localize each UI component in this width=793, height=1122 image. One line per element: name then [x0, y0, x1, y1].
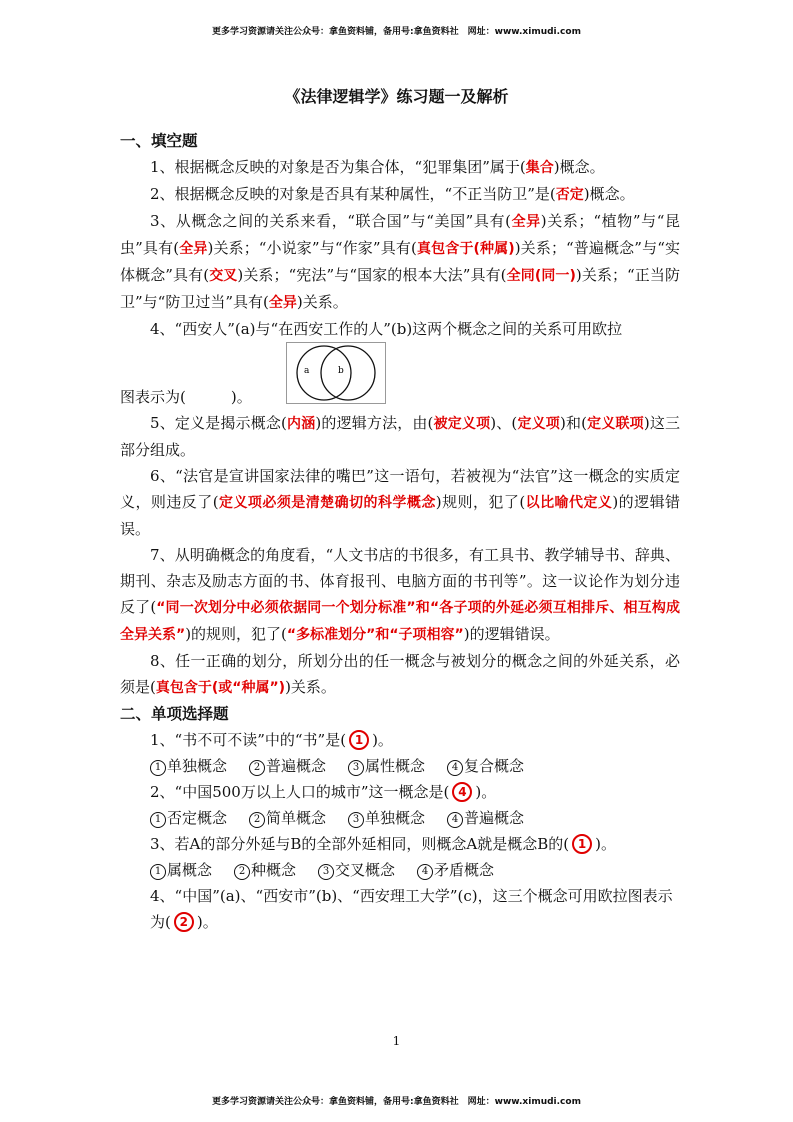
answer: 集合: [525, 160, 554, 176]
venn-label-b: b: [337, 366, 344, 376]
option: 1 单独概念: [150, 753, 227, 779]
answer: 全同(同一): [506, 268, 576, 284]
question-8: 8、任一正确的划分，所划分出的任一概念与被划分的概念之间的外延关系，必须是(真包含于(或“种属”))关系。: [120, 652, 680, 696]
mc-question-3: 3、若A的部分外延与B的全部外延相同，则概念A就是概念B的( 1 )。: [150, 835, 616, 853]
option: 3 单独概念: [348, 805, 425, 831]
option: 2 简单概念: [249, 805, 326, 831]
venn-diagram: [286, 342, 386, 404]
document-title: 《法律逻辑学》练习题一及解析: [284, 87, 509, 106]
document-body: [120, 128, 680, 935]
option: 4 复合概念: [447, 753, 524, 779]
answer: “多标准划分”和“子项相容”: [286, 627, 464, 643]
answer: “同一次划分中必须依据同一个划分标准”和“各子项的外延必须互相排斥、相互构成全异关系”: [120, 600, 680, 643]
option: 2 普遍概念: [249, 753, 326, 779]
question-3: 3、从概念之间的关系来看，“联合国”与“美国”具有(全异)关系；“植物”与“昆虫”具有(全异)关系；“小说家”与“作家”具有(真包含于(种属))关系；“普遍概念”与“实体概念”具有(交叉)关系；“宪法”与“国家的根本大法”具有(全同(同一))关系；“正当防卫”与“防卫过当”具有(全异)关系。: [120, 212, 681, 311]
page-number: 1: [392, 1034, 401, 1048]
mc-options-2: [120, 805, 680, 831]
option: 4 普遍概念: [447, 805, 524, 831]
answer-circle: 1: [349, 730, 369, 750]
option: 3 交叉概念: [318, 857, 395, 883]
mc-question-1: 1、“书不可不读”中的“书”是( 1 )。: [150, 731, 393, 749]
question-4-tail: 图表示为( )。: [120, 388, 252, 406]
answer: 否定: [555, 187, 584, 203]
mc-question-4: 4、“中国”(a)、“西安市”(b)、“西安理工大学”(c)，这三个概念可用欧拉图表示为( 2 )。: [150, 887, 673, 931]
question-1: 1、根据概念反映的对象是否为集合体，“犯罪集团”属于(集合)概念。: [150, 158, 605, 176]
answer-circle: 4: [452, 782, 472, 802]
venn-label-a: a: [303, 366, 310, 376]
answer: 全异: [510, 214, 541, 230]
page-footer: 更多学习资源请关注公众号：拿鱼资料铺，备用号:拿鱼资料社 网址：www.ximudi.com: [212, 1097, 581, 1107]
answer: 真包含于(种属): [416, 241, 515, 257]
question-4: 4、“西安人”(a)与“在西安工作的人”(b)这两个概念之间的关系可用欧拉: [150, 320, 623, 338]
section-fill-in: 一、填空题: [120, 131, 198, 150]
option: 2 种概念: [234, 857, 296, 883]
option: 3 属性概念: [348, 753, 425, 779]
answer: 被定义项: [433, 416, 491, 432]
option: 1 属概念: [150, 857, 212, 883]
answer: 交叉: [209, 268, 238, 284]
answer: 以比喻代定义: [525, 495, 613, 511]
page-header: 更多学习资源请关注公众号：拿鱼资料铺，备用号:拿鱼资料社 网址：www.ximudi.com: [212, 27, 581, 37]
answer: 定义项: [517, 416, 560, 432]
answer: 内涵: [286, 416, 316, 432]
option: 1 否定概念: [150, 805, 227, 831]
answer: 定义项必须是清楚确切的科学概念: [218, 495, 436, 511]
question-4-diagram-row: [120, 342, 680, 410]
answer-circle: 2: [174, 912, 194, 932]
mc-options-3: [120, 857, 680, 883]
section-single-choice: 二、单项选择题: [120, 704, 229, 723]
answer: 全异: [179, 241, 208, 257]
answer: 定义联项: [587, 416, 644, 432]
question-6: 6、“法官是宣讲国家法律的嘴巴”这一语句，若被视为“法官”这一概念的实质定义，则违反了(定义项必须是清楚确切的科学概念)规则，犯了(以比喻代定义)的逻辑错误。: [120, 467, 681, 538]
answer: 全异: [268, 295, 297, 311]
answer: 真包含于(或“种属”): [155, 680, 286, 696]
question-2: 2、根据概念反映的对象是否具有某种属性，“不正当防卫”是(否定)概念。: [150, 185, 635, 203]
answer-circle: 1: [572, 834, 592, 854]
mc-question-2: 2、“中国500万以上人口的城市”这一概念是( 4 )。: [150, 783, 497, 801]
option: 4 矛盾概念: [417, 857, 494, 883]
mc-options-1: [120, 753, 680, 779]
question-7: 7、从明确概念的角度看，“人文书店的书很多，有工具书、教学辅导书、辞典、期刊、杂志及励志方面的书、体育报刊、电脑方面的书刊等”。这一议论作为划分违反了(“同一次划分中必须依据同一个划分标准”和“各子项的外延必须互相排斥、相互构成全异关系”)的规则，犯了(“多标准划分”和“子项相容”)的逻辑错误。: [120, 546, 680, 643]
question-5: 5、定义是揭示概念(内涵)的逻辑方法，由(被定义项)、(定义项)和(定义联项)这三部分组成。: [120, 414, 681, 459]
